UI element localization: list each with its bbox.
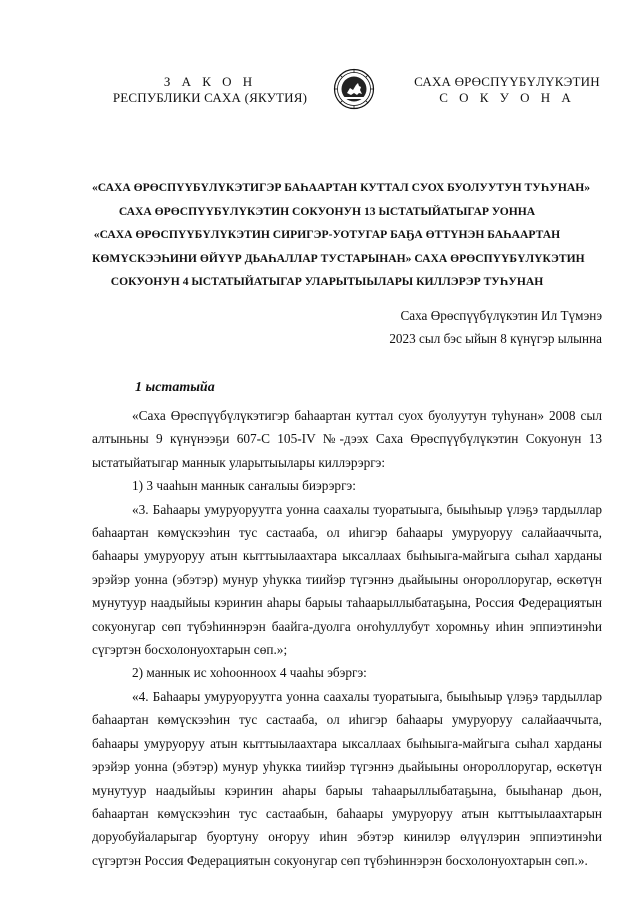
article-body <box>92 404 602 872</box>
adoption-info <box>389 304 602 350</box>
paragraph: «4. Баһаары умуруоруутга уонна саахалы туоратыыга, быыһыыр үлэҕэ тардыллар баһаартан көмүскээһин тус састааба, ол иһигэр баһаары умуруоруу салайааччыта, баһаары умуруоруу атын кыттыылаахтара ыксаллаах быһыыга-майгыга сыһал харданы эрэйэр уонна (эбэтэр) мунур уһукка тиийэр түгэннэ дьайыыны оҥороллоругар, өскөтүн мунутуур наадыйыы кэриҥин аһары барыы таһаарыллыбатаҕына, быыһанар дьон, баһаартан көмүскээһин тус састаабын, баһаары умуруоруу атын кыттыылаахтарын доруобуйаларыгар буортуну оҥоруу иһин эбэтэр кинилэр өлүүлэрин эппиэтинэһи сүгэртэн Россия Федерациятын сокуонугар сөп түбэһиннэрэн босхолонуохтарын сөп.». <box>92 688 602 868</box>
title-line: САХА ӨРӨСПҮҮБҮЛҮКЭТИН СОКУОНУН 13 ЫСТАТЫЙАТЫГАР УОННА <box>118 204 536 218</box>
header-left-line1: З А К О Н <box>163 74 257 89</box>
title-line: «САХА ӨРӨСПҮҮБҮЛҮКЭТИГЭР БАҺААРТАН КУТТАЛ СУОХ БУОЛУУТУН ТУҺУНАН» <box>92 181 591 194</box>
adoption-body: Саха Өрөспүүбүлүкэтин Ил Түмэнэ <box>400 308 602 323</box>
adoption-date: 2023 сыл бэс ыйын 8 күнүгэр ылынна <box>389 331 602 346</box>
header-right-line2: С О К У О Н А <box>439 90 575 105</box>
coat-of-arms-icon <box>333 68 375 110</box>
paragraph: 2) маннык ис хоһоонноох 4 чааһы эбэргэ: <box>132 665 367 681</box>
header-left-line2: РЕСПУБЛИКИ САХА (ЯКУТИЯ) <box>112 90 308 105</box>
title-line: СОКУОНУН 4 ЫСТАТЫЙАТЫГАР УЛАРЫТЫЫЛАРЫ КИЛЛЭРЭР ТУҺУНАН <box>110 275 544 289</box>
law-title <box>92 176 591 294</box>
article-heading: 1 ыстатыйа <box>135 380 215 395</box>
paragraph: «Саха Өрөспүүбүлүкэтигэр баһаартан куттал суох буолуутун туһунан» 2008 сыл алтыньны 9 күнүнээҕи 607-С 105-IV №-дээх Саха Өрөспүүбүлүкэтин Сокуонун 13 ыстатыйатыгар маннык уларытыылары киллэрэргэ: <box>92 408 602 470</box>
title-line: КӨМҮСКЭЭҺИНИ ӨЙҮҮР ДЬАҺАЛЛАР ТУСТАРЫНАН» САХА ӨРӨСПҮҮБҮЛҮКЭТИН <box>92 251 585 265</box>
paragraph: 1) 3 чааһын маннык саҥалыы биэрэргэ: <box>132 478 356 494</box>
header-right-line1: САХА ӨРӨСПҮҮБҮЛҮКЭТИН <box>414 74 600 89</box>
header-left <box>100 74 320 106</box>
title-line: «САХА ӨРӨСПҮҮБҮЛҮКЭТИН СИРИГЭР-УОТУГАР БАҔА ӨТТҮНЭН БАҺААРТАН <box>93 228 561 242</box>
header-right <box>392 74 622 106</box>
paragraph: «3. Баһаары умуруоруутга уонна саахалы туоратыыга, быыһыыр үлэҕэ тардыллар баһаартан көмүскээһин тус састааба, ол иһигэр баһаары умуруоруу салайааччыта, баһаары умуруоруу атын кыттыылаахтара ыксаллаах быһыыга-майгыга сыһал харданы эрэйэр уонна (эбэтэр) мунур уһукка тиийэр түгэннэ дьайыыны оҥороллоругар, өскөтүн мунутуур наадыйыы кэриҥин аһары барыы таһаарыллыбатаҕына, Россия Федерациятын сокуонугар сөп түбэһиннэрэн баайга-дуолга оҥоһуллубут хоромньу иһин эппиэтинэһи сүгэртэн босхолонуохтарын сөп.»; <box>92 501 602 658</box>
